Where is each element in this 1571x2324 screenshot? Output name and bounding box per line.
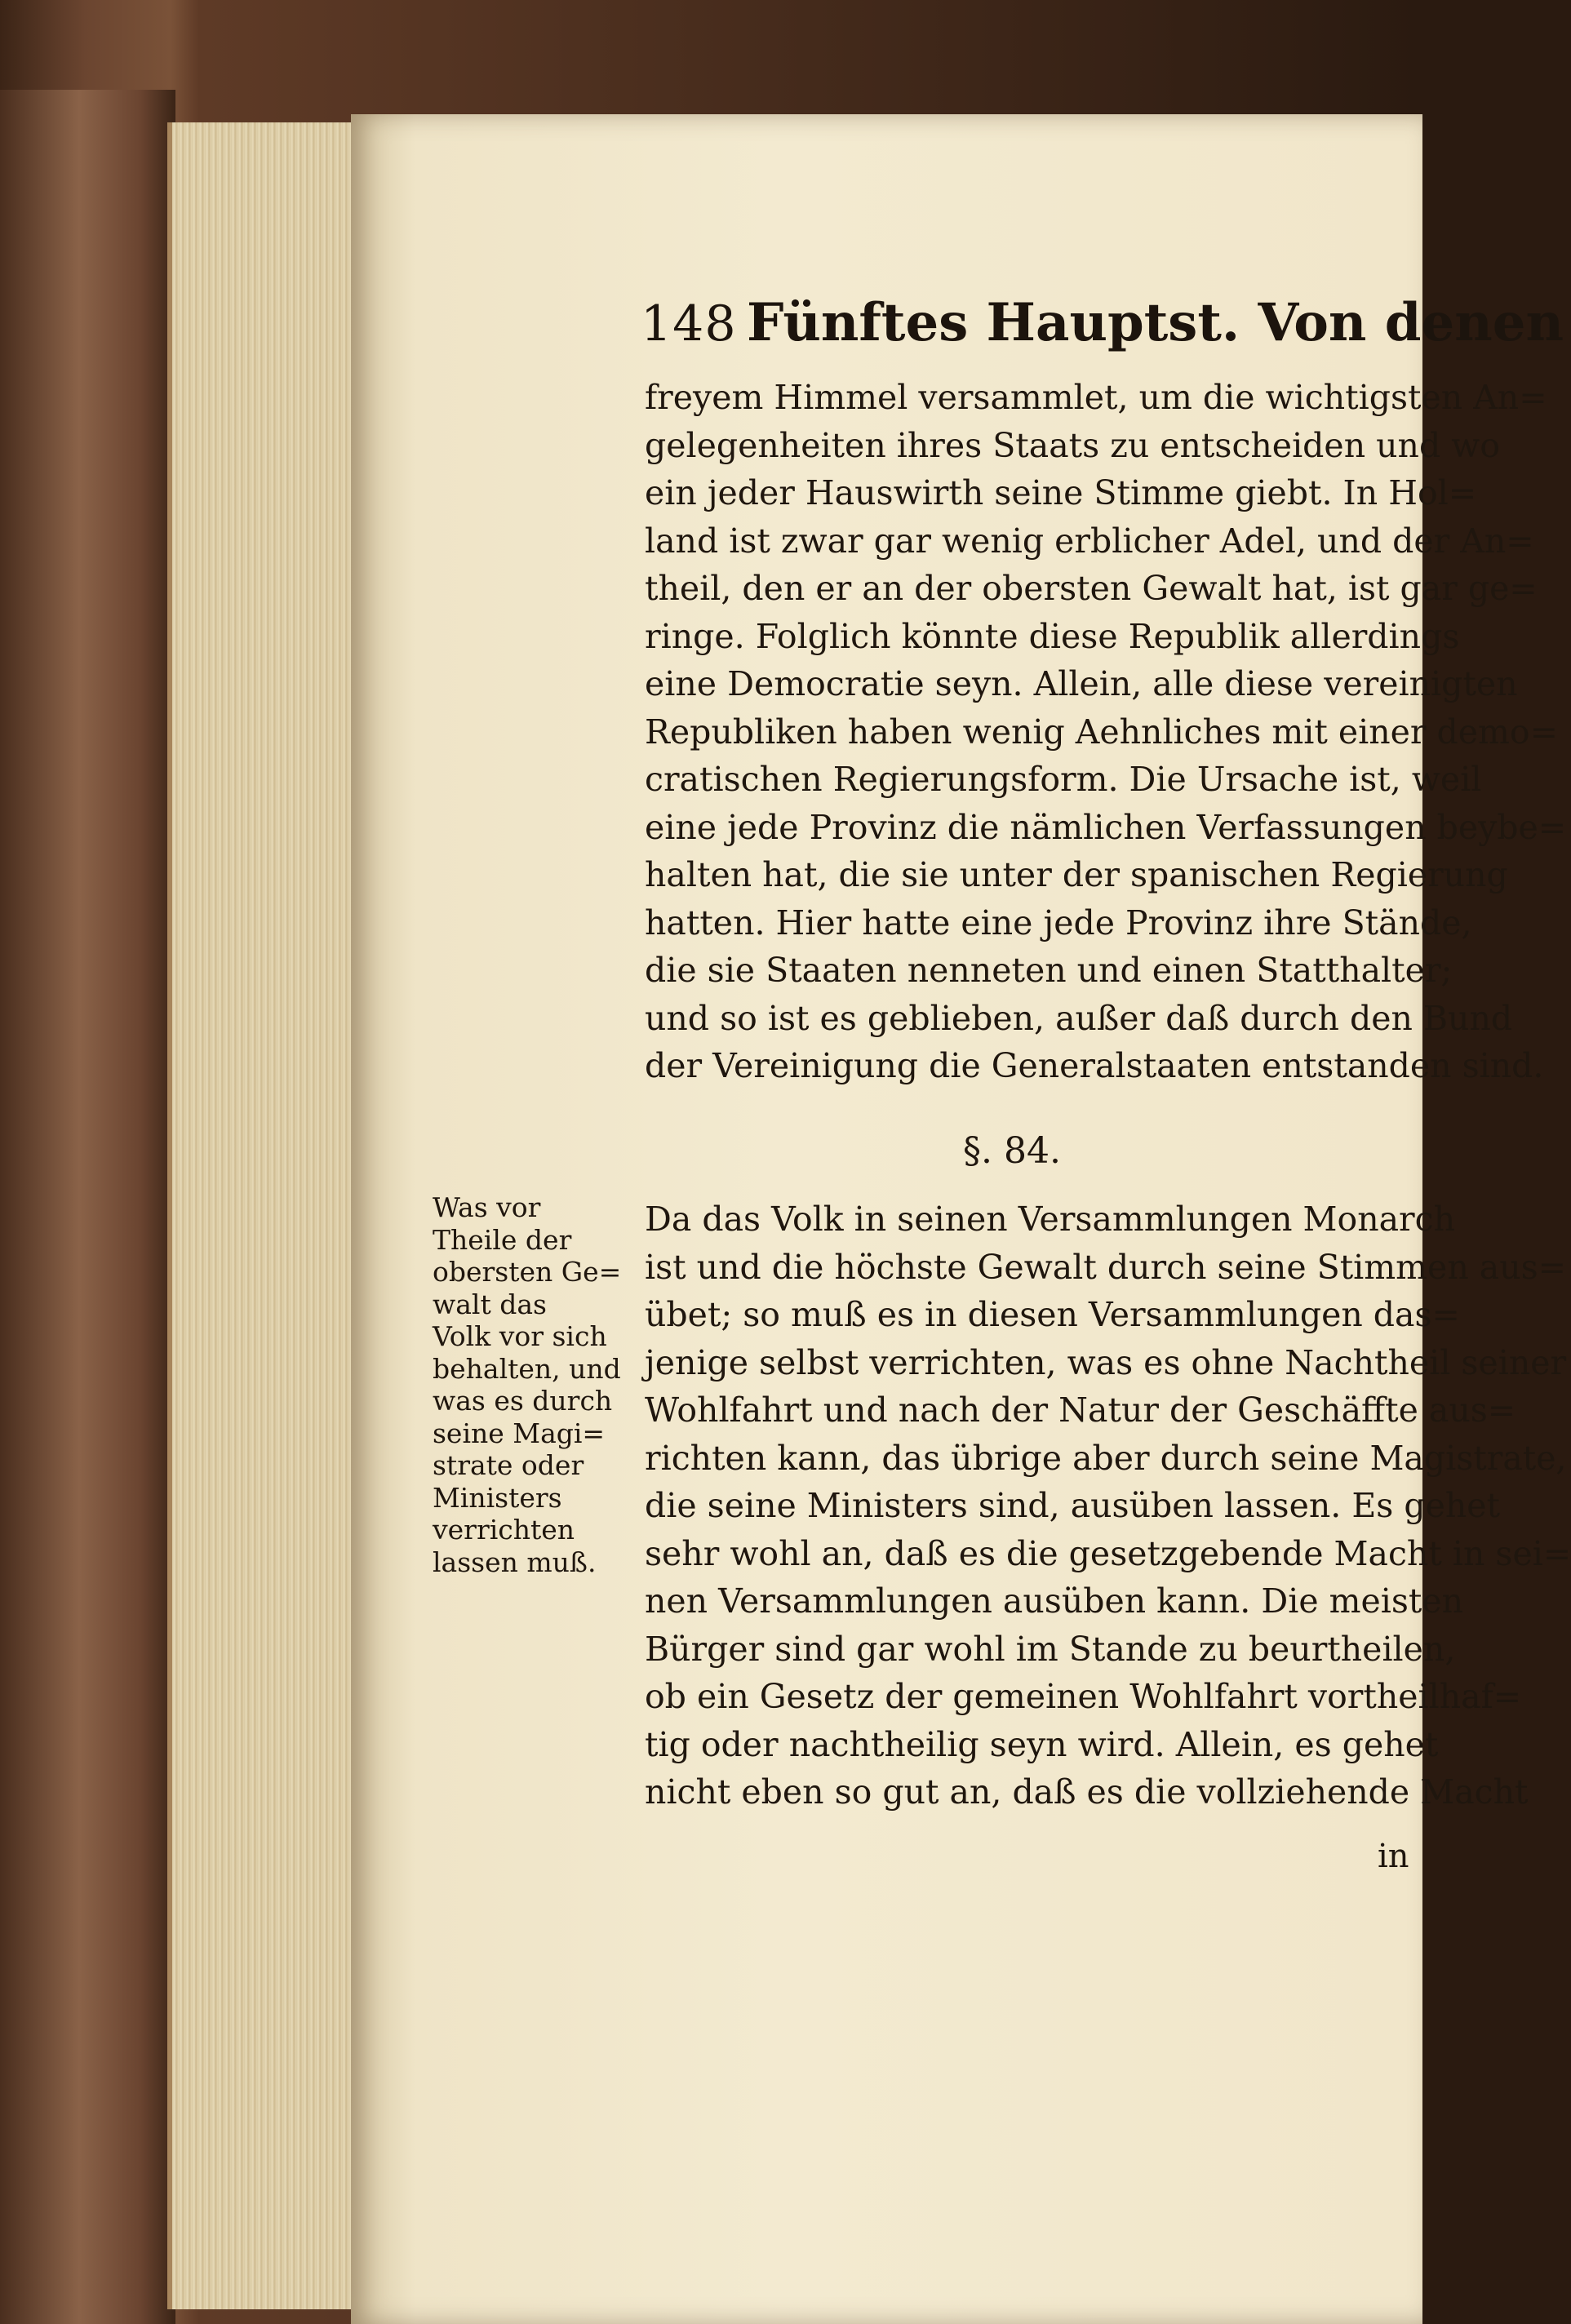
text-line: eine Democratie seyn. Allein, alle diese vereinigten — [645, 664, 1518, 703]
text-line: ob ein Gesetz der gemeinen Wohlfahrt vortheilhaf= — [645, 1677, 1522, 1716]
page-edges — [167, 122, 360, 2309]
text-line: der Vereinigung die Generalstaaten entstanden sind. — [645, 1046, 1544, 1085]
page-number: 148 — [641, 295, 737, 353]
marginal-line: walt das — [433, 1288, 547, 1320]
text-line: ein jeder Hauswirth seine Stimme giebt. In Hol= — [645, 473, 1477, 512]
marginal-line: behalten, und — [433, 1352, 621, 1385]
marginal-line: Ministers — [433, 1481, 562, 1514]
marginal-line: Volk vor sich — [433, 1320, 607, 1352]
marginal-line: was es durch — [433, 1385, 613, 1417]
catchword: in — [1378, 1838, 1409, 1875]
marginal-line: strate oder — [433, 1449, 584, 1481]
marginal-line: lassen muß. — [433, 1546, 597, 1578]
text-line: halten hat, die sie unter der spanischen Regierung — [645, 855, 1508, 894]
text-line: jenige selbst verrichten, was es ohne Nachtheil seiner — [645, 1342, 1567, 1382]
text-line: cratischen Regierungsform. Die Ursache ist, weil — [645, 760, 1482, 799]
text-line: eine jede Provinz die nämlichen Verfassungen beybe= — [645, 807, 1567, 847]
marginal-line: Was vor — [433, 1191, 541, 1223]
text-line: Bürger sind gar wohl im Stande zu beurtheilen, — [645, 1629, 1456, 1669]
text-line: nen Versammlungen ausüben kann. Die meisten — [645, 1581, 1464, 1621]
text-line: sehr wohl an, daß es die gesetzgebende Macht in sei= — [645, 1533, 1571, 1573]
text-line: tig oder nachtheilig seyn wird. Allein, es gehet — [645, 1724, 1439, 1764]
marginal-line: verrichten — [433, 1514, 575, 1546]
text-line: freyem Himmel versammlet, um die wichtigsten An= — [645, 378, 1547, 417]
text-line: hatten. Hier hatte eine jede Provinz ihre Stände, — [645, 903, 1472, 942]
paragraph-1 — [645, 374, 1567, 1090]
marginal-line: Theile der — [433, 1223, 572, 1256]
page-header — [641, 286, 1564, 359]
text-line: nicht eben so gut an, daß es die vollziehende Macht — [645, 1772, 1529, 1812]
text-line: richten kann, das übrige aber durch seine Magistrate, — [645, 1438, 1567, 1478]
text-line: die seine Ministers sind, ausüben lassen. Es gehet — [645, 1486, 1500, 1525]
text-line: gelegenheiten ihres Staats zu entscheiden und wo — [645, 425, 1501, 465]
paragraph-2 — [645, 1195, 1571, 1816]
text-line: Da das Volk in seinen Versammlungen Monarch — [645, 1200, 1456, 1239]
text-line: Wohlfahrt und nach der Natur der Geschäffte aus= — [645, 1390, 1516, 1430]
section-heading: §. 84. — [963, 1130, 1061, 1172]
text-line: land ist zwar gar wenig erblicher Adel, und der An= — [645, 521, 1534, 561]
cover-board — [0, 90, 175, 2324]
text-line: theil, den er an der obersten Gewalt hat, ist gar ge= — [645, 569, 1538, 608]
text-line: ist und die höchste Gewalt durch seine Stimmen aus= — [645, 1247, 1567, 1287]
text-line: und so ist es geblieben, außer daß durch den Bund — [645, 998, 1513, 1038]
running-title: Fünftes Hauptst. Von denen — [747, 292, 1564, 353]
marginal-note — [433, 1191, 628, 1578]
text-line: ringe. Folglich könnte diese Republik allerdings — [645, 616, 1460, 656]
text-line: übet; so muß es in diesen Versammlungen das= — [645, 1295, 1460, 1334]
text-line: Republiken haben wenig Aehnliches mit einer demo= — [645, 712, 1558, 752]
marginal-line: obersten Ge= — [433, 1256, 622, 1288]
marginal-line: seine Magi= — [433, 1417, 606, 1449]
text-line: die sie Staaten nenneten und einen Statthalter; — [645, 951, 1453, 990]
